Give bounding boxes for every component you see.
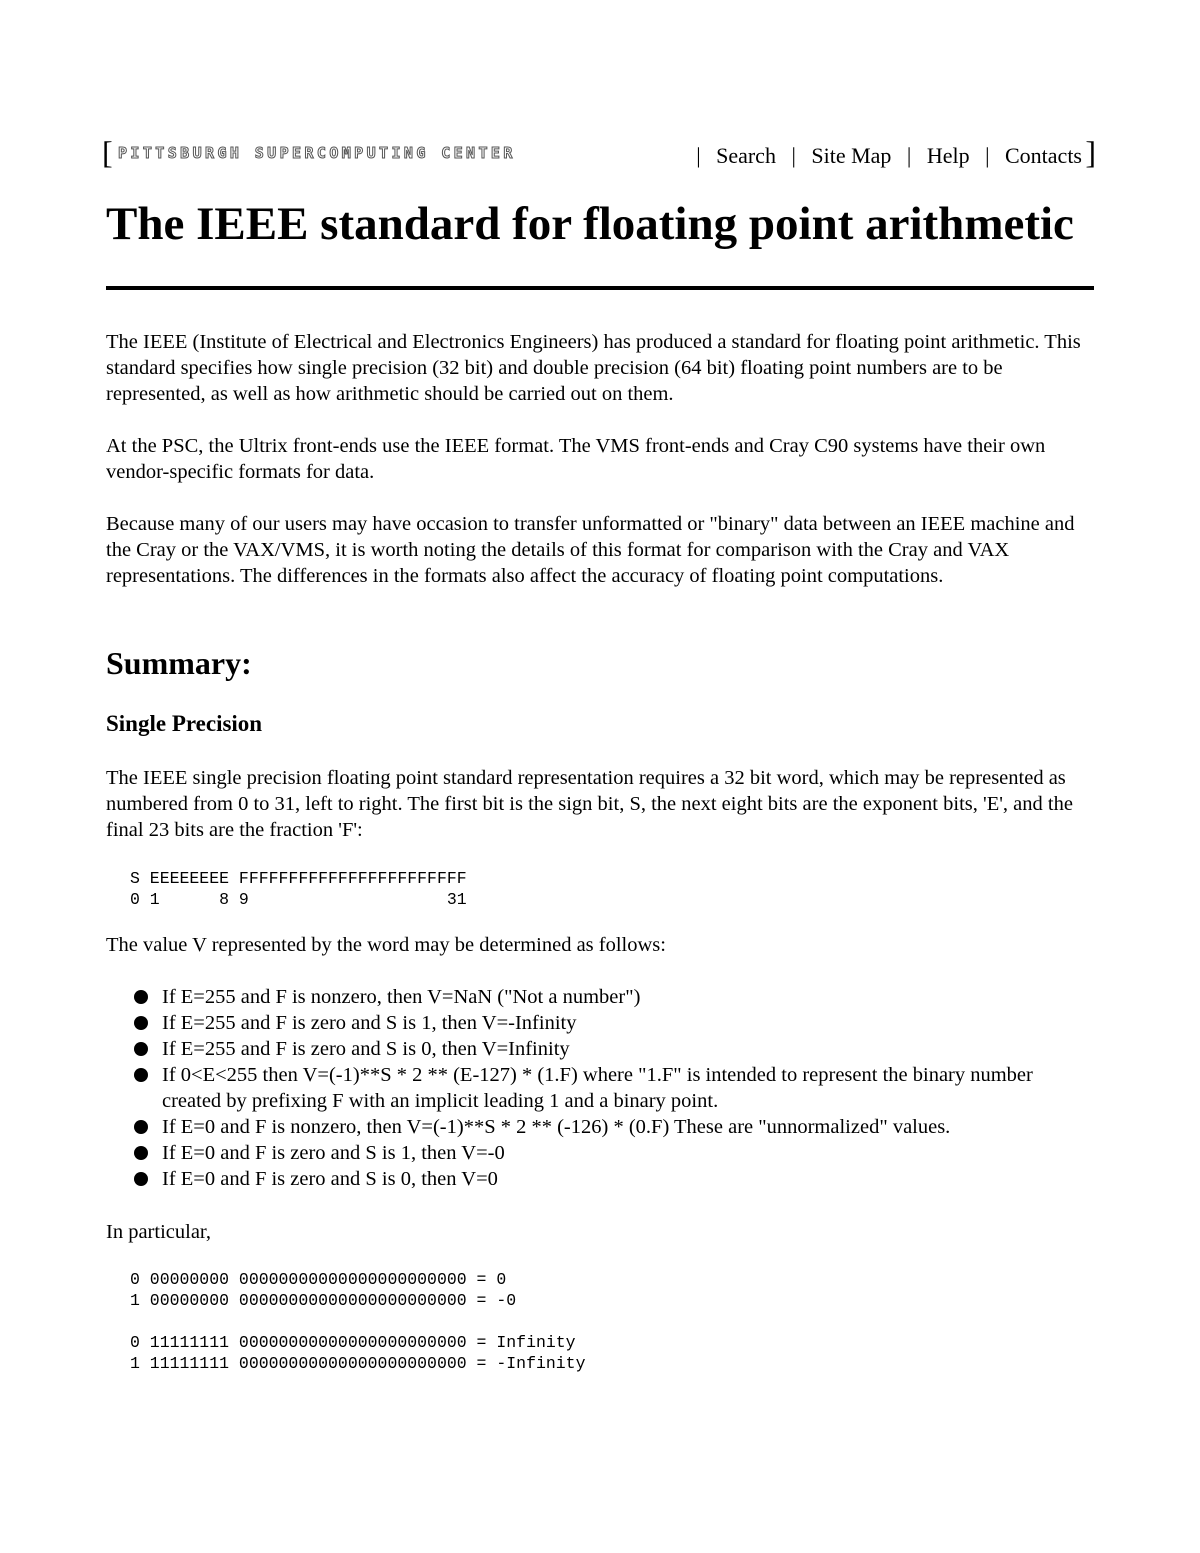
- rule-text: If E=0 and F is nonzero, then V=(-1)**S * 2 ** (-126) * (0.F) These are "unnormalized" values.: [162, 1116, 951, 1138]
- value-rules-list: [106, 984, 1096, 1192]
- nav-separator: |: [985, 143, 990, 168]
- intro-text: The IEEE (Institute of Electrical and Electronics Engineers) has produced a standard for floating point arithmetic. This standard specifies how single precision (32 bit) and double precision (64 bit) floating point numbers are to be represented, as well as how arithmetic should be carried out on them.: [106, 331, 1081, 405]
- list-item: [106, 1036, 1096, 1062]
- list-item: [106, 984, 1096, 1010]
- list-item: [106, 1166, 1096, 1192]
- list-item: [106, 1010, 1096, 1036]
- nav-site-map-link[interactable]: Site Map: [811, 143, 892, 168]
- nav-separator: |: [696, 143, 701, 168]
- single-precision-description: [106, 765, 1096, 843]
- in-particular: [106, 1219, 1096, 1245]
- bullet-icon: [134, 1146, 148, 1160]
- intro-paragraph-1: [106, 329, 1096, 407]
- rule-text: If E=0 and F is zero and S is 0, then V=0: [162, 1168, 498, 1190]
- header-left-bracket: [: [102, 134, 113, 170]
- bullet-icon: [134, 1016, 148, 1030]
- example-line: 0 11111111 00000000000000000000000 = Infinity: [130, 1333, 576, 1352]
- value-intro: [106, 932, 1096, 958]
- bit-layout-indices: 0 1 8 9 31: [130, 890, 467, 909]
- examples-infinity: [130, 1332, 585, 1374]
- summary-heading: Summary:: [106, 645, 252, 681]
- example-line: 1 00000000 00000000000000000000000 = -0: [130, 1291, 517, 1310]
- page-title: The IEEE standard for floating point arithmetic: [106, 198, 1074, 250]
- intro-text: Because many of our users may have occasion to transfer unformatted or "binary" data between an IEEE machine and the Cray or the VAX/VMS, it is worth noting the details of this format for comparison with the Cray and VAX representations. The differences in the formats also affect the accuracy of floating point computations.: [106, 513, 1075, 587]
- bullet-icon: [134, 1068, 148, 1082]
- bullet-icon: [134, 1120, 148, 1134]
- single-desc-text: The IEEE single precision floating point standard representation requires a 32 bit word, which may be represented as numbered from 0 to 31, left to right. The first bit is the sign bit, S, the next eight bits are the exponent bits, 'E', and the final 23 bits are the fraction 'F':: [106, 767, 1073, 841]
- bullet-icon: [134, 1172, 148, 1186]
- intro-paragraph-3: [106, 511, 1096, 589]
- intro-text: At the PSC, the Ultrix front-ends use the IEEE format. The VMS front-ends and Cray C90 systems have their own vendor-specific formats for data.: [106, 435, 1046, 483]
- list-item: [106, 1114, 1096, 1140]
- value-intro-text: The value V represented by the word may be determined as follows:: [106, 934, 666, 956]
- rule-text: If E=0 and F is zero and S is 1, then V=-0: [162, 1142, 505, 1164]
- example-line: 0 00000000 00000000000000000000000 = 0: [130, 1270, 507, 1289]
- single-precision-heading: Single Precision: [106, 711, 263, 736]
- intro-paragraph-2: [106, 433, 1096, 485]
- header-right-bracket: ]: [1085, 134, 1096, 170]
- header-nav: [686, 141, 1082, 171]
- in-particular-text: In particular,: [106, 1221, 212, 1243]
- example-line: 1 11111111 00000000000000000000000 = -Infinity: [130, 1354, 586, 1373]
- nav-separator: |: [906, 143, 912, 168]
- list-item: [106, 1140, 1096, 1166]
- bullet-icon: [134, 990, 148, 1004]
- bullet-icon: [134, 1042, 148, 1056]
- psc-logo-link[interactable]: PITTSBURGH SUPERCOMPUTING CENTER: [118, 144, 516, 162]
- nav-separator: |: [791, 143, 796, 168]
- bit-layout-diagram: [130, 868, 467, 910]
- rule-text: If E=255 and F is zero and S is 0, then V=Infinity: [162, 1038, 570, 1060]
- nav-search-link[interactable]: Search: [716, 143, 776, 168]
- nav-help-link[interactable]: Help: [926, 143, 970, 168]
- bit-layout-fields: S EEEEEEEE FFFFFFFFFFFFFFFFFFFFFFF: [130, 869, 467, 888]
- rule-text: If E=255 and F is zero and S is 1, then V=-Infinity: [162, 1012, 577, 1034]
- examples-zero: [130, 1269, 516, 1311]
- rule-text: If E=255 and F is nonzero, then V=NaN ("Not a number"): [162, 986, 641, 1008]
- site-header: [102, 134, 1096, 174]
- nav-contacts-link[interactable]: Contacts: [1005, 143, 1082, 168]
- rule-text: If 0<E<255 then V=(-1)**S * 2 ** (E-127) * (1.F) where "1.F" is intended to represent the binary number created by prefixing F with an implicit leading 1 and a binary point.: [162, 1064, 1033, 1112]
- title-divider: [106, 286, 1094, 290]
- list-item: [106, 1062, 1096, 1114]
